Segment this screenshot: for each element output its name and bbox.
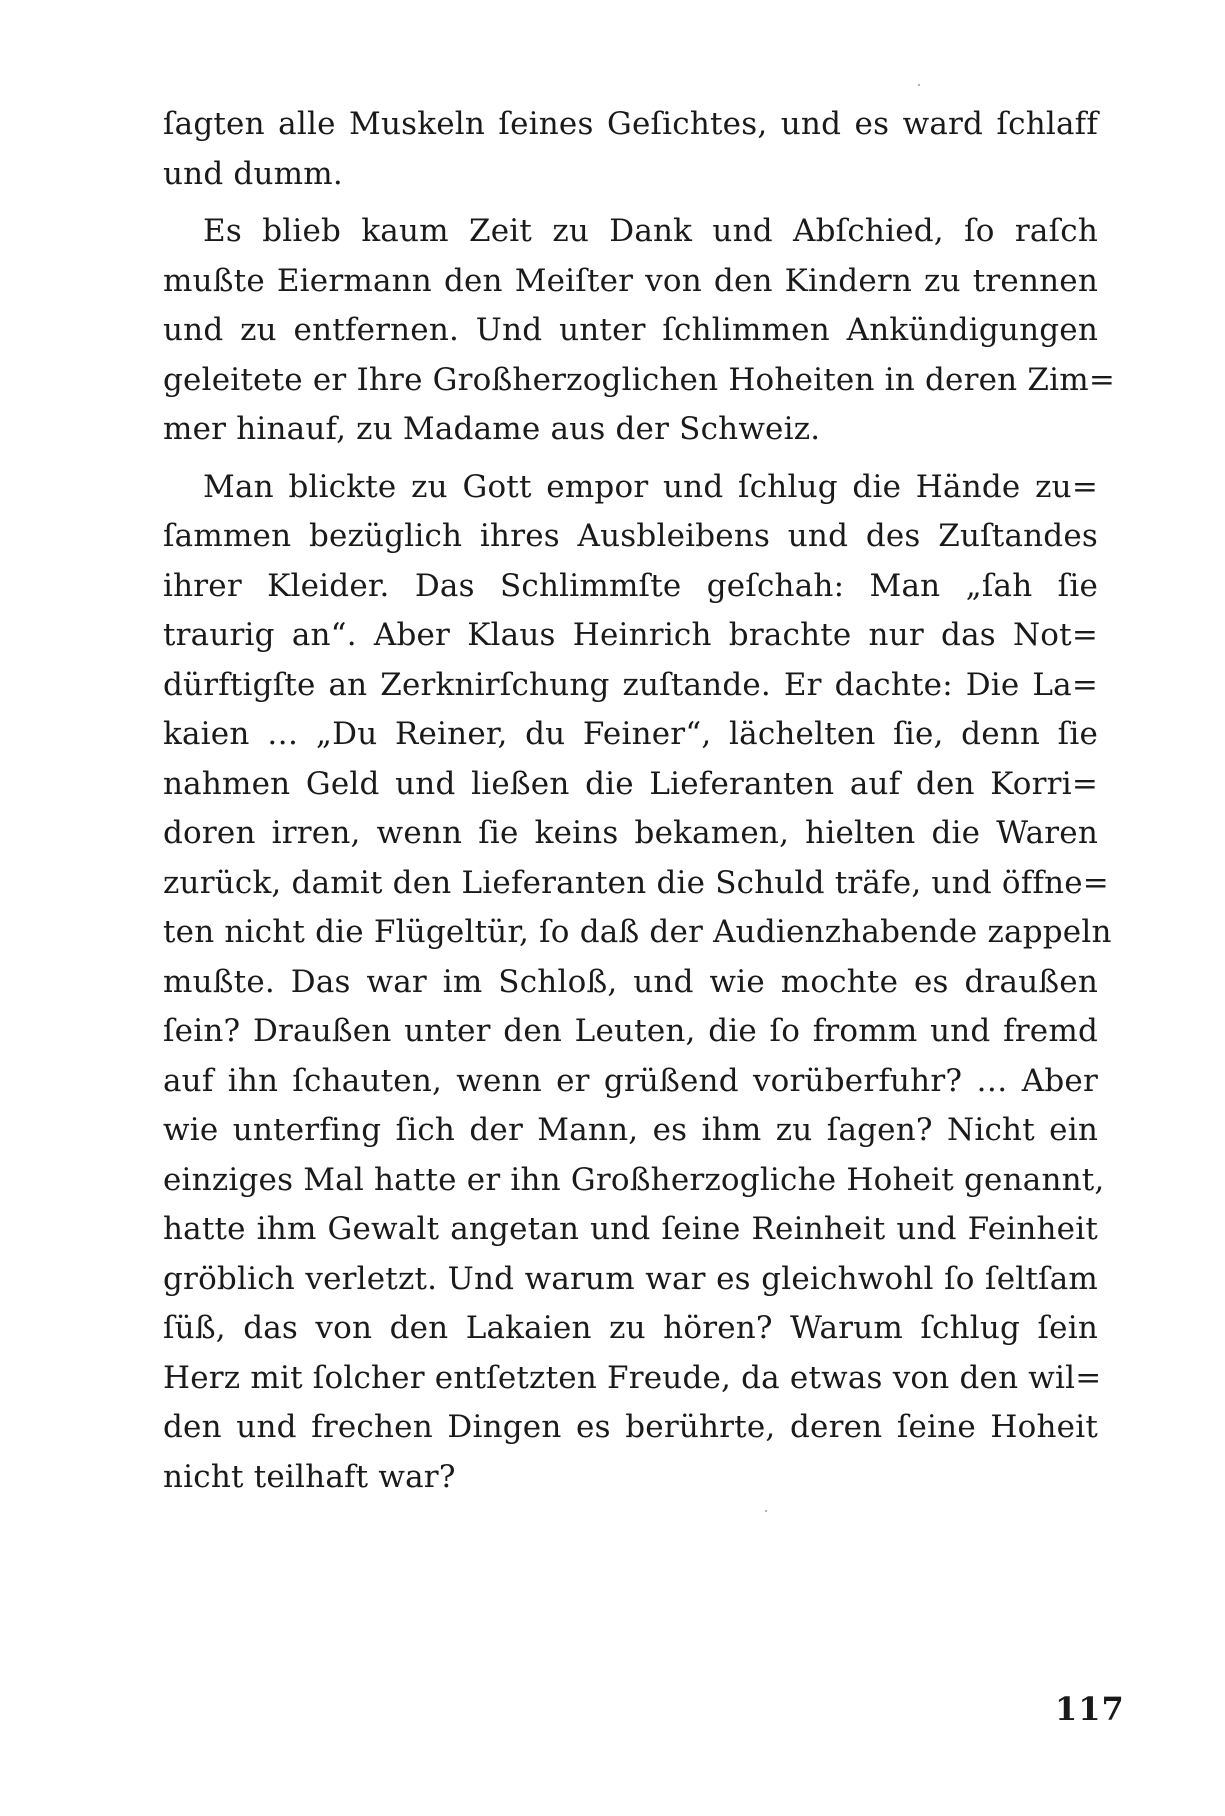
- body-text: [163, 100, 1115, 1502]
- text-line: wie unterfing ſich der Mann, es ihm zu ſagen? Nicht ein: [163, 1112, 1098, 1148]
- text-line: dürftigſte an Zerknirſchung zuſtande. Er dachte: Die La=: [163, 666, 1098, 703]
- text-line: zurück, damit den Lieferanten die Schuld träfe, und öffne=: [163, 864, 1109, 901]
- text-line: Man blickte zu Gott empor und ſchlug die Hände zu=: [203, 468, 1098, 505]
- text-line: ihrer Kleider. Das Schlimmſte geſchah: Man „ſah ſie: [163, 567, 1098, 604]
- text-line: nicht teilhaft war?: [163, 1458, 456, 1495]
- text-line: Herz mit ſolcher entſetzten Freude, da etwas von den wil=: [163, 1359, 1102, 1396]
- text-line: gröblich verletzt. Und warum war es gleichwohl ſo ſeltſam: [163, 1260, 1098, 1297]
- text-line: ſein? Draußen unter den Leuten, die ſo fromm und fremd: [163, 1013, 1098, 1049]
- text-line: hatte ihm Gewalt angetan und ſeine Reinheit und Feinheit: [163, 1211, 1098, 1247]
- text-line: ſammen bezüglich ihres Ausbleibens und des Zuſtandes: [163, 518, 1098, 554]
- text-line: doren irren, wenn ſie keins bekamen, hielten die Waren: [163, 815, 1098, 851]
- text-line: traurig an“. Aber Klaus Heinrich brachte nur das Not=: [163, 617, 1098, 653]
- text-line: und dumm.: [163, 155, 343, 192]
- text-line: geleitete er Ihre Großherzoglichen Hoheiten in deren Zim=: [163, 361, 1115, 398]
- text-line: den und frechen Dingen es berührte, deren ſeine Hoheit: [163, 1409, 1098, 1445]
- text-line: auf ihn ſchauten, wenn er grüßend vorüberfuhr? … Aber: [163, 1062, 1098, 1099]
- text-line: kaien … „Du Reiner, du Feiner“, lächelten ſie, denn ſie: [163, 716, 1098, 752]
- paper-speck: [765, 1510, 767, 1512]
- text-line: ſüß, das von den Lakaien zu hören? Warum ſchlug ſein: [163, 1310, 1098, 1346]
- paper-speck: [918, 84, 920, 86]
- text-line: einziges Mal hatte er ihn Großherzogliche Hoheit genannt,: [163, 1161, 1105, 1198]
- text-line: mer hinauf, zu Madame aus der Schweiz.: [163, 411, 821, 447]
- page-number: 117: [1055, 1690, 1125, 1728]
- text-line: mußte Eiermann den Meiſter von den Kindern zu trennen: [163, 262, 1098, 299]
- text-line: ten nicht die Flügeltür, ſo daß der Audienzhabende zappeln: [163, 914, 1112, 950]
- text-line: mußte. Das war im Schloß, und wie mochte es draußen: [163, 963, 1098, 1000]
- text-line: Es blieb kaum Zeit zu Dank und Abſchied, ſo raſch: [203, 213, 1098, 249]
- text-line: ſagten alle Muskeln ſeines Geſichtes, und es ward ſchlaff: [163, 106, 1098, 142]
- text-line: und zu entfernen. Und unter ſchlimmen Ankündigungen: [163, 312, 1098, 348]
- text-line: nahmen Geld und ließen die Lieferanten auf den Korri=: [163, 765, 1098, 802]
